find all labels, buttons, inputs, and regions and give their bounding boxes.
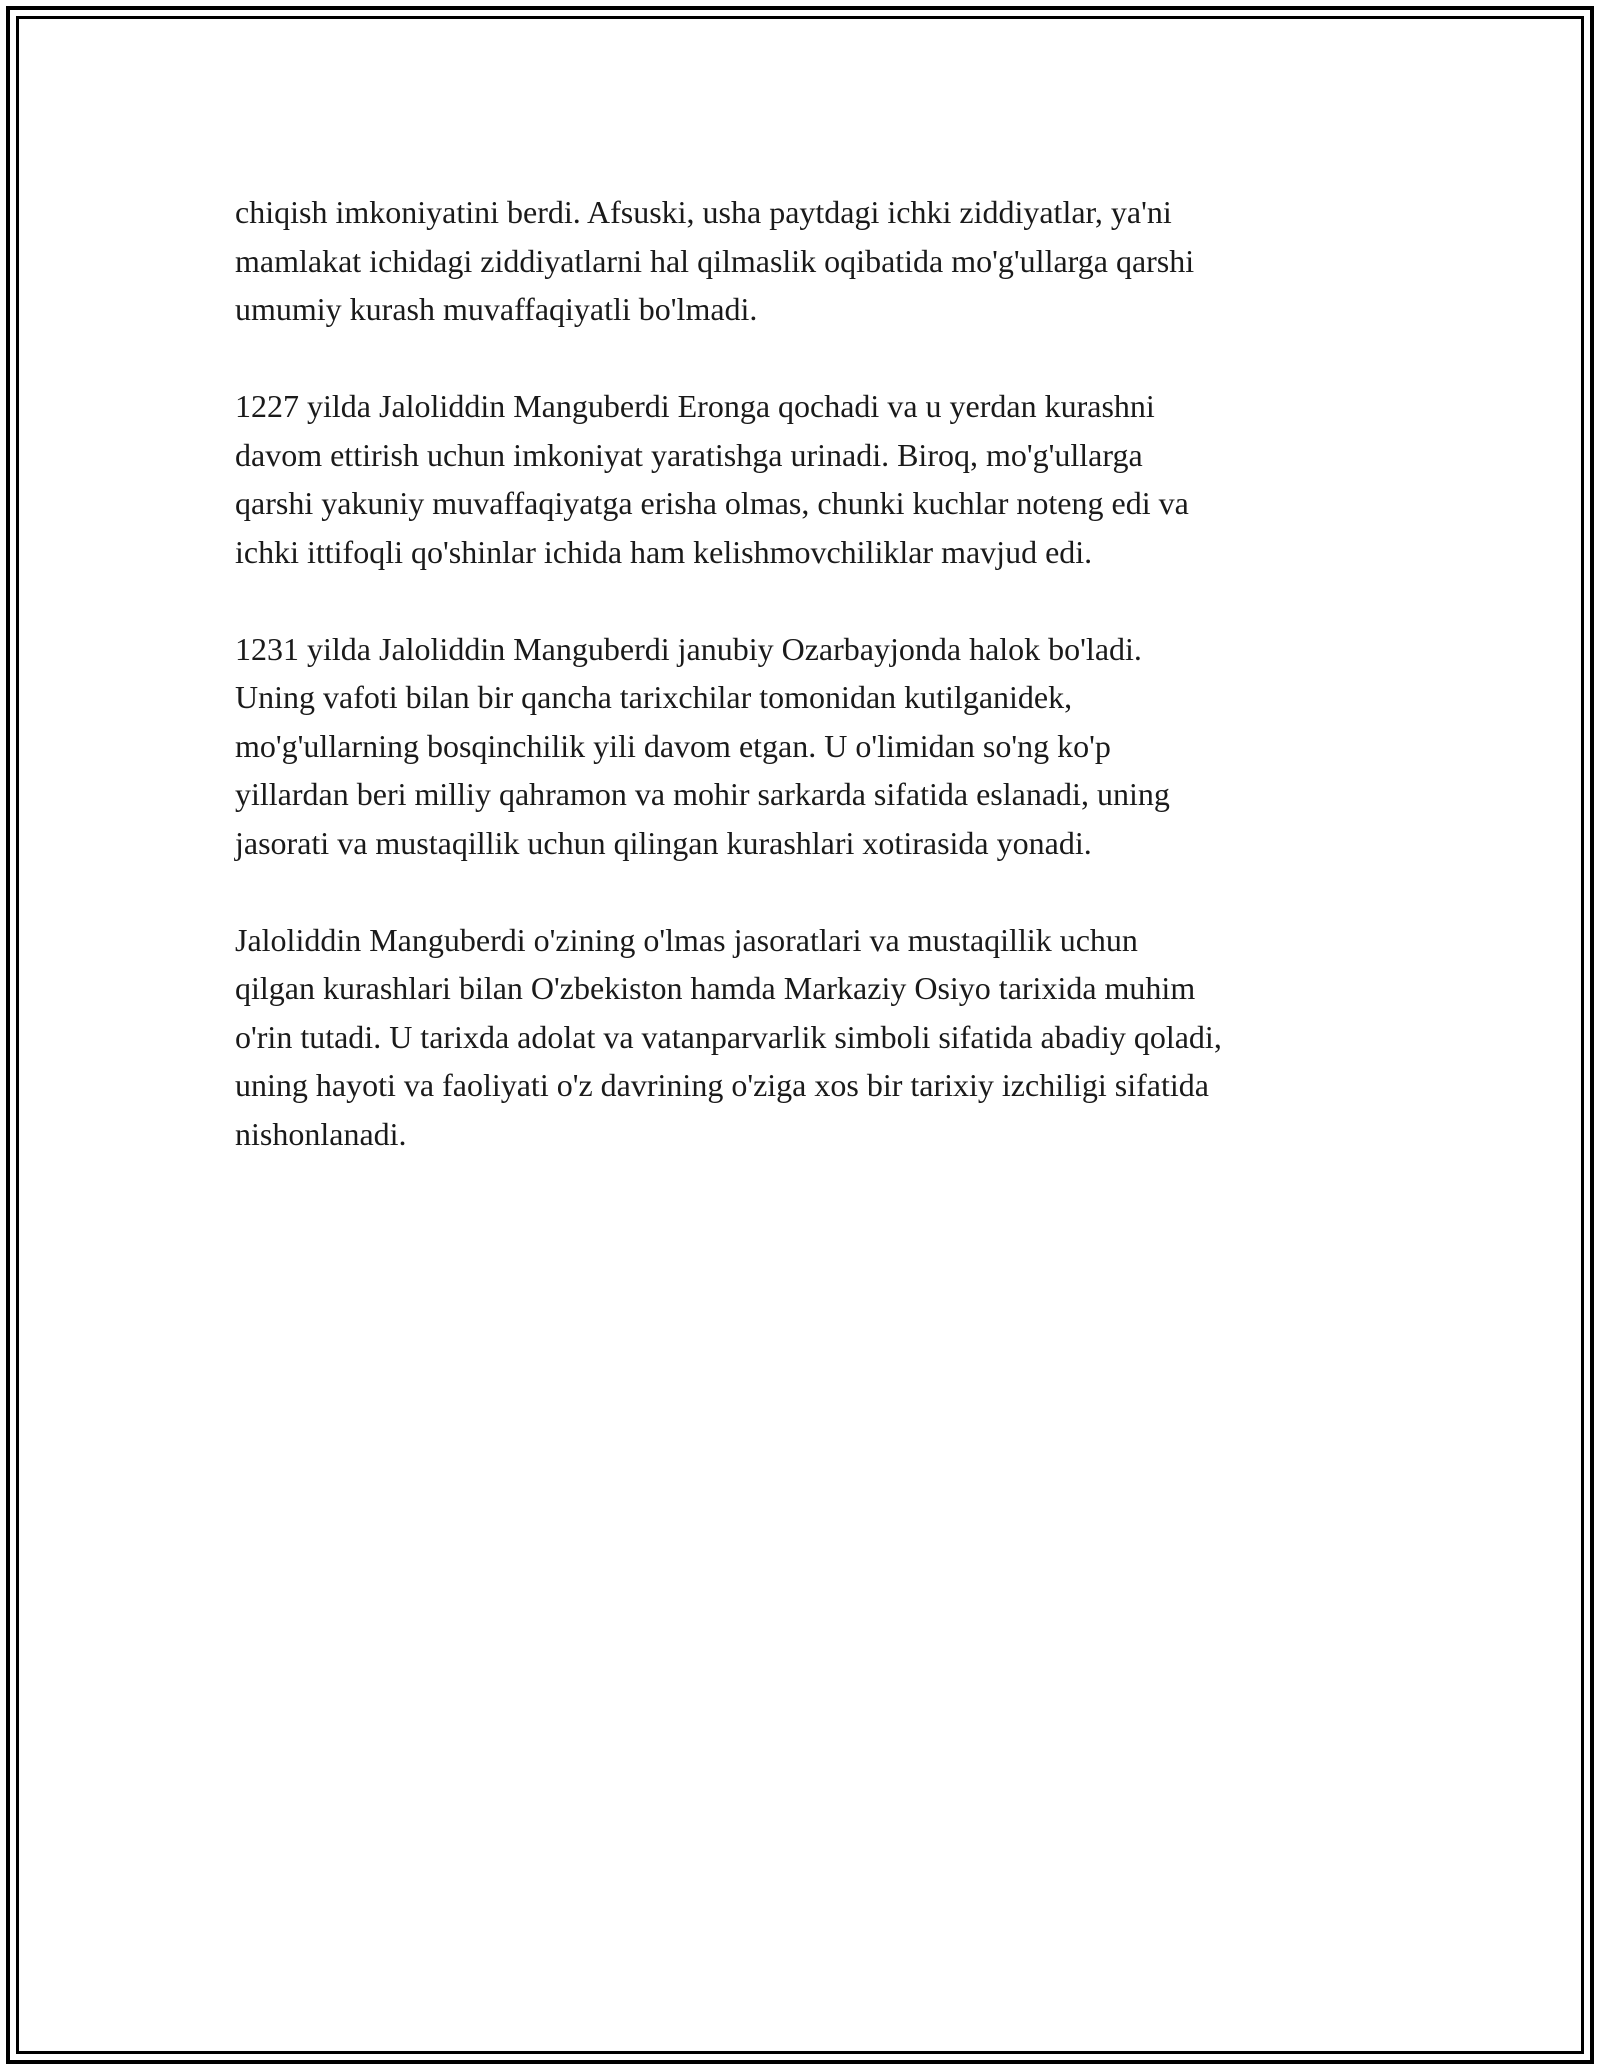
text-line: qarshi yakuniy muvaffaqiyatga erisha olmas, chunki kuchlar noteng edi va bbox=[235, 485, 1189, 521]
text-line: 1231 yilda Jaloliddin Manguberdi janubiy Ozarbayjonda halok bo'ladi. bbox=[235, 630, 1142, 667]
text-line: mo'g'ullarning bosqinchilik yili davom etgan. U o'limidan so'ng ko'p bbox=[235, 727, 1111, 764]
text-line: 1227 yilda Jaloliddin Manguberdi Eronga qochadi va u yerdan kurashni bbox=[235, 388, 1155, 424]
text-line: Uning vafoti bilan bir qancha tarixchilar tomonidan kutilganidek, bbox=[235, 679, 1073, 715]
paragraph-3 bbox=[235, 625, 1395, 868]
text-line: jasorati va mustaqillik uchun qilingan kurashlari xotirasida yonadi. bbox=[235, 824, 1092, 861]
text-line: nishonlanadi. bbox=[235, 1115, 407, 1152]
text-line: uning hayoti va faoliyati o'z davrining o'ziga xos bir tarixiy izchiligi sifatida bbox=[235, 1067, 1209, 1103]
document-body bbox=[235, 188, 1395, 1207]
text-line: mamlakat ichidagi ziddiyatlarni hal qilmaslik oqibatida mo'g'ullarga qarshi bbox=[235, 242, 1195, 279]
paragraph-2 bbox=[235, 382, 1395, 576]
text-line: ichki ittifoqli qo'shinlar ichida ham kelishmovchiliklar mavjud edi. bbox=[235, 533, 1093, 570]
paragraph-1 bbox=[235, 188, 1395, 334]
text-line: chiqish imkoniyatini berdi. Afsuski, usha paytdagi ichki ziddiyatlar, ya'ni bbox=[235, 194, 1172, 230]
text-line: yillardan beri milliy qahramon va mohir sarkarda sifatida eslanadi, uning bbox=[235, 776, 1170, 812]
text-line: o'rin tutadi. U tarixda adolat va vatanparvarlik simboli sifatida abadiy qoladi, bbox=[235, 1018, 1222, 1055]
text-line: Jaloliddin Manguberdi o'zining o'lmas jasoratlari va mustaqillik uchun bbox=[235, 921, 1138, 958]
text-line: davom ettirish uchun imkoniyat yaratishga urinadi. Biroq, mo'g'ullarga bbox=[235, 436, 1143, 473]
text-line: umumiy kurash muvaffaqiyatli bo'lmadi. bbox=[235, 291, 758, 327]
paragraph-4 bbox=[235, 916, 1395, 1159]
text-line: qilgan kurashlari bilan O'zbekiston hamda Markaziy Osiyo tarixida muhim bbox=[235, 970, 1196, 1006]
